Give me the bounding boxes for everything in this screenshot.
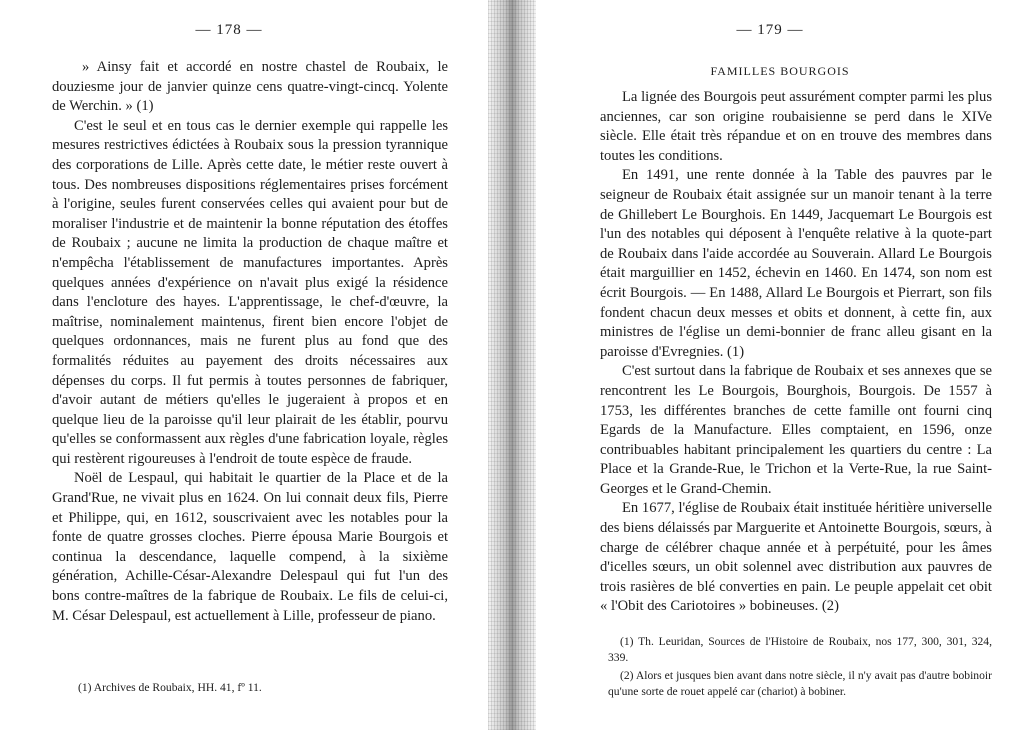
paragraph: En 1491, une rente donnée à la Table des pauvres par le seigneur de Roubaix était assignée sur un manoir tenant à la terre de Ghillebert Le Bourghois. En 1449, Jacquemart Le Bourgois est l'un des notables qui déposent à l'enquête relative à la quote-part de Roubaix dans l'aide accordée au Souverain. Allard Le Bourgois était marguillier en 1452, échevin en 1460. En 1474, son nom est écrit Bourgois. — En 1488, Allard Le Bourgois et Pierrart, son fils fondent chacun deux messes et obits et donnent, à cette fin, aux ministres de l'église un demi-bonnier de franc alleu gisant en la paroisse d'Evregnies. (1) xyxy=(600,167,992,360)
paragraph: Noël de Lespaul, qui habitait le quartier de la Place et de la Grand'Rue, ne vivait plus en 1624. On lui connait deux fils, Pierre et Philippe, qui, en 1612, souscrivaient avec les notables pour la fonte de quatre grosses cloches. Pierre épousa Marie Bourgois et continua la descendance, laquelle compend, à la sixième génération, Achille-César-Alexandre Delespaul qui fut l'un des bons contre-maîtres de la fabrique de Roubaix. Le fils de celui-ci, M. César Delespaul, est actuellement à Lille, professeur de piano. xyxy=(52,470,448,624)
paragraph: C'est surtout dans la fabrique de Roubaix et ses annexes que se rencontrent les Le Bourgois, Bourghois, Bourgois. De 1557 à 1753, les différentes branches de cette famille ont fourni cinq Egards de la Manufacture. Elles comptaient, en 1596, onze contribuables habitant principalement les quartiers du centre : La Place et la Grande-Rue, le Trichon et la Verte-Rue, la rue Saint-Georges et le Grand-Chemin. xyxy=(600,363,992,497)
book-gutter xyxy=(488,0,536,730)
running-head: FAMILLES BOURGOIS xyxy=(710,64,850,78)
page-number-text: — 178 — xyxy=(195,22,263,38)
page-number-right xyxy=(536,22,1024,39)
paragraph: En 1677, l'église de Roubaix était instituée héritière universelle des biens délaissés par Marguerite et Antoinette Bourgois, sœurs, à charge de célébrer chaque année et à perpétuité, pour les âmes d'icelles sœurs, un obit solennel avec distribution aux pauvres de trois rasières de blé converties en pain. Le peuple appelait cet obit « l'Obit des Cariotoires » bobineuses. (2) xyxy=(600,500,992,615)
right-page xyxy=(536,0,1024,730)
footnote: (2) Alors et jusques bien avant dans notre siècle, il n'y avait pas d'autre bobinoir qu'une sorte de rouet appelé car (chariot) à bobiner. xyxy=(608,669,992,698)
right-footnotes xyxy=(608,634,992,702)
left-footnotes xyxy=(66,680,446,698)
footnote: (1) Th. Leuridan, Sources de l'Histoire de Roubaix, nos 177, 300, 301, 324, 339. xyxy=(608,635,992,664)
footnote: (1) Archives de Roubaix, HH. 41, fº 11. xyxy=(78,681,262,694)
right-body-text xyxy=(600,88,992,617)
left-page xyxy=(0,0,488,730)
page-number-text: — 179 — xyxy=(736,22,804,38)
paragraph: La lignée des Bourgois peut assurément compter parmi les plus anciennes, car son origine roubaisienne se perd dans le XIVe siècle. Elle était très répandue et on en trouve des membres dans toutes les conditions. xyxy=(600,89,992,164)
paragraph: C'est le seul et en tous cas le dernier exemple qui rappelle les mesures restrictives édictées à Roubaix sous la pression tyrannique des corporations de Lille. Après cette date, le métier reste ouvert à tous. Des nombreuses dispositions réglementaires prises forcément à l'origine, seules furent conservées celles qui avaient pour but de moraliser l'industrie et de maintenir la bonne réputation des étoffes de Roubaix ; aucune ne limita la production de chaque maître et n'empêcha l'établissement de manufactures importantes. Après quelques années d'expérience on n'avait plus exigé la résidence dans l'encloture des hayes. L'apprentissage, le chef-d'œuvre, la maîtrise, nominalement maintenus, firent bien encore l'objet de quelques ordonnances, mais ne furent plus au fond que des formalités réduites au payement des droits nécessaires aux dépenses du corps. Il fut permis à toutes personnes de fabriquer, d'avoir autant de métiers qu'elles le jugeraient à propos et en quelque lieu de la paroisse qu'il leur plairait de les établir, pourvu qu'elles se conformassent aux règles d'une fabrication loyale, règles qui restèrent rigoureuses à l'endroit de toute espèce de fraude. xyxy=(52,117,448,467)
left-body-text xyxy=(52,58,448,626)
page-number-left xyxy=(0,22,488,39)
paragraph: » Ainsy fait et accordé en nostre chastel de Roubaix, le douziesme jour de janvier quinze cens quatre-vingt-cincq. Yolente de Werchin. » (1) xyxy=(52,59,448,115)
